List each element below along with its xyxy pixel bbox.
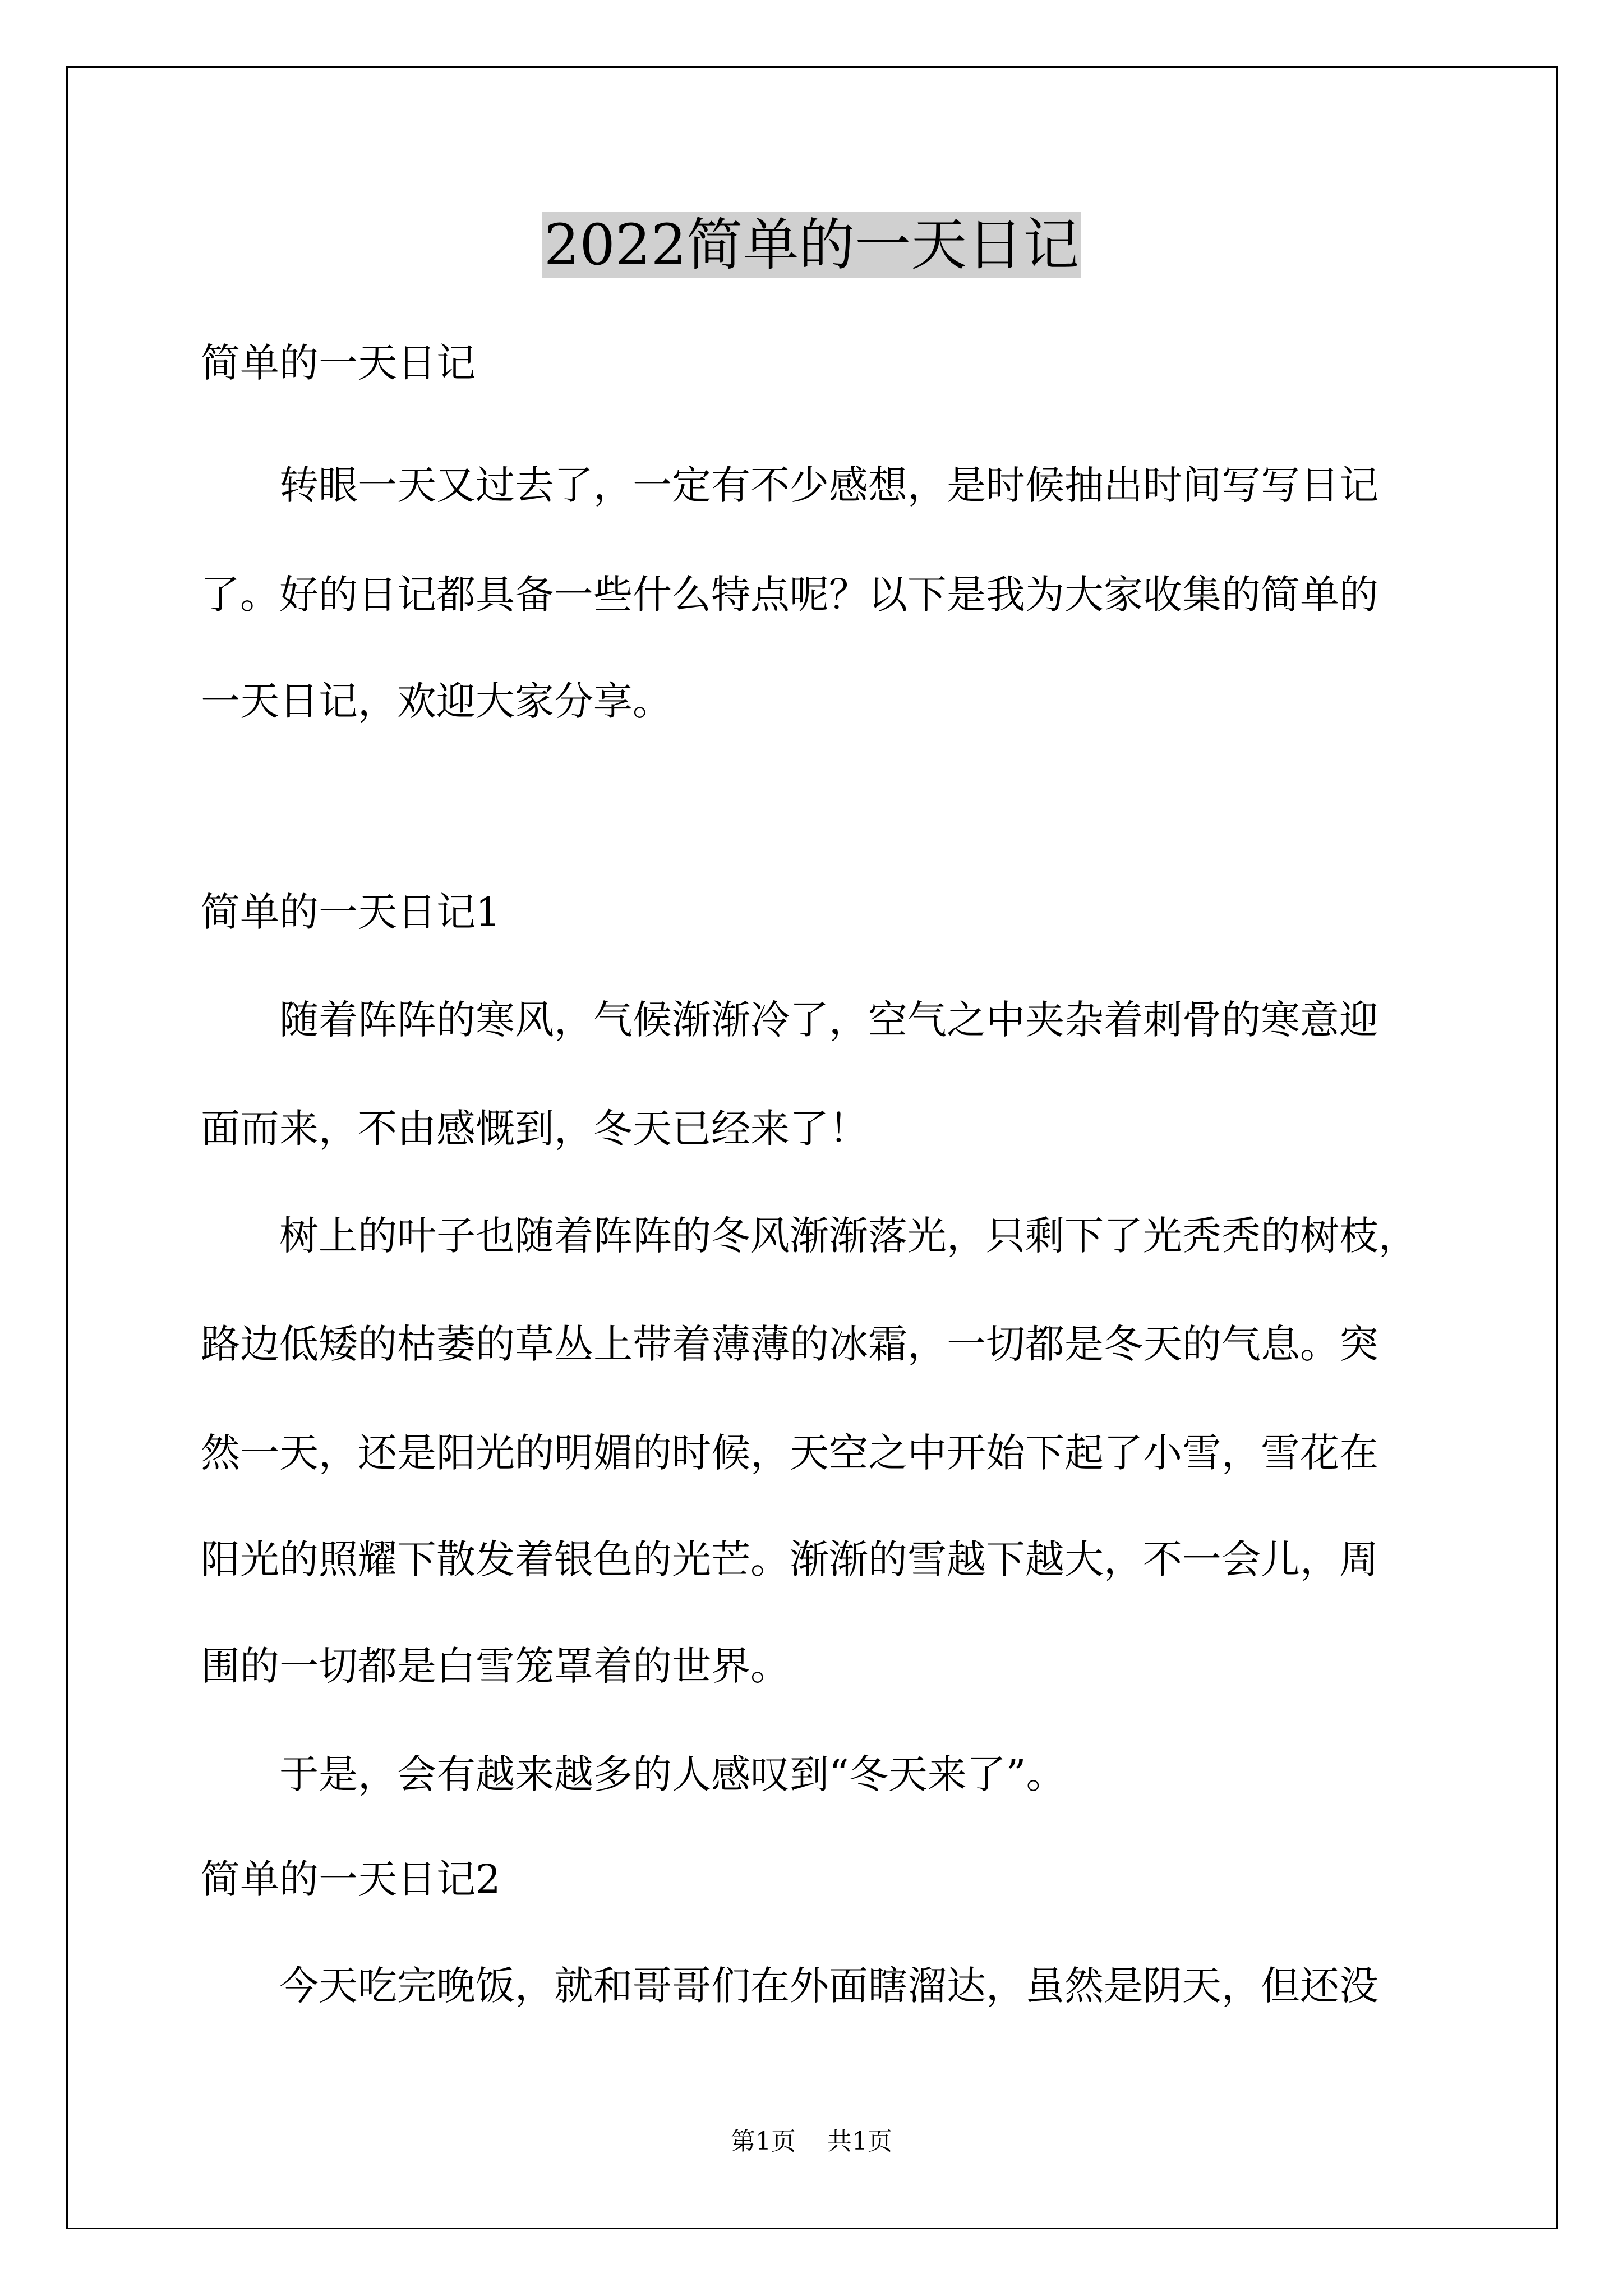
page-footer	[0, 2125, 1623, 2159]
document-title-text: 2022简单的一天日记	[542, 212, 1082, 278]
intro-paragraph-line-3: 一天日记，欢迎大家分享。	[201, 678, 672, 724]
intro-paragraph-line-1: 转眼一天又过去了，一定有不少感想，是时候抽出时间写写日记	[279, 462, 1378, 508]
section-2-paragraph-1-line-1: 今天吃完晚饭，就和哥哥们在外面瞎溜达，虽然是阴天，但还没	[279, 1963, 1378, 2009]
section-1-paragraph-2-line-4: 阳光的照耀下散发着银色的光芒。渐渐的雪越下越大，不一会儿，周	[201, 1536, 1378, 1582]
section-1-paragraph-2-line-3: 然一天，还是阳光的明媚的时候，天空之中开始下起了小雪，雪花在	[201, 1430, 1378, 1476]
section-1-paragraph-3-line-1: 于是，会有越来越多的人感叹到“冬天来了”。	[279, 1751, 1066, 1797]
document-title	[0, 209, 1623, 282]
section-1-paragraph-1-line-2: 面而来，不由感慨到，冬天已经来了！	[201, 1106, 868, 1152]
page-total: 共1页	[827, 2127, 892, 2156]
section-2-heading: 简单的一天日记2	[201, 1856, 501, 1902]
section-1-heading: 简单的一天日记1	[201, 889, 501, 935]
intro-paragraph-line-2: 了。好的日记都具备一些什么特点呢？以下是我为大家收集的简单的	[201, 572, 1378, 618]
section-1-paragraph-2-line-2: 路边低矮的枯萎的草丛上带着薄薄的冰霜，一切都是冬天的气息。突	[201, 1321, 1378, 1367]
section-1-paragraph-1-line-1: 随着阵阵的寒风，气候渐渐冷了，空气之中夹杂着刺骨的寒意迎	[279, 997, 1378, 1043]
intro-heading: 简单的一天日记	[201, 340, 476, 386]
section-1-paragraph-2-line-5: 围的一切都是白雪笼罩着的世界。	[201, 1643, 790, 1689]
page-number: 第1页	[731, 2127, 796, 2156]
section-1-paragraph-2-line-1: 树上的叶子也随着阵阵的冬风渐渐落光，只剩下了光秃秃的树枝，	[279, 1213, 1418, 1259]
